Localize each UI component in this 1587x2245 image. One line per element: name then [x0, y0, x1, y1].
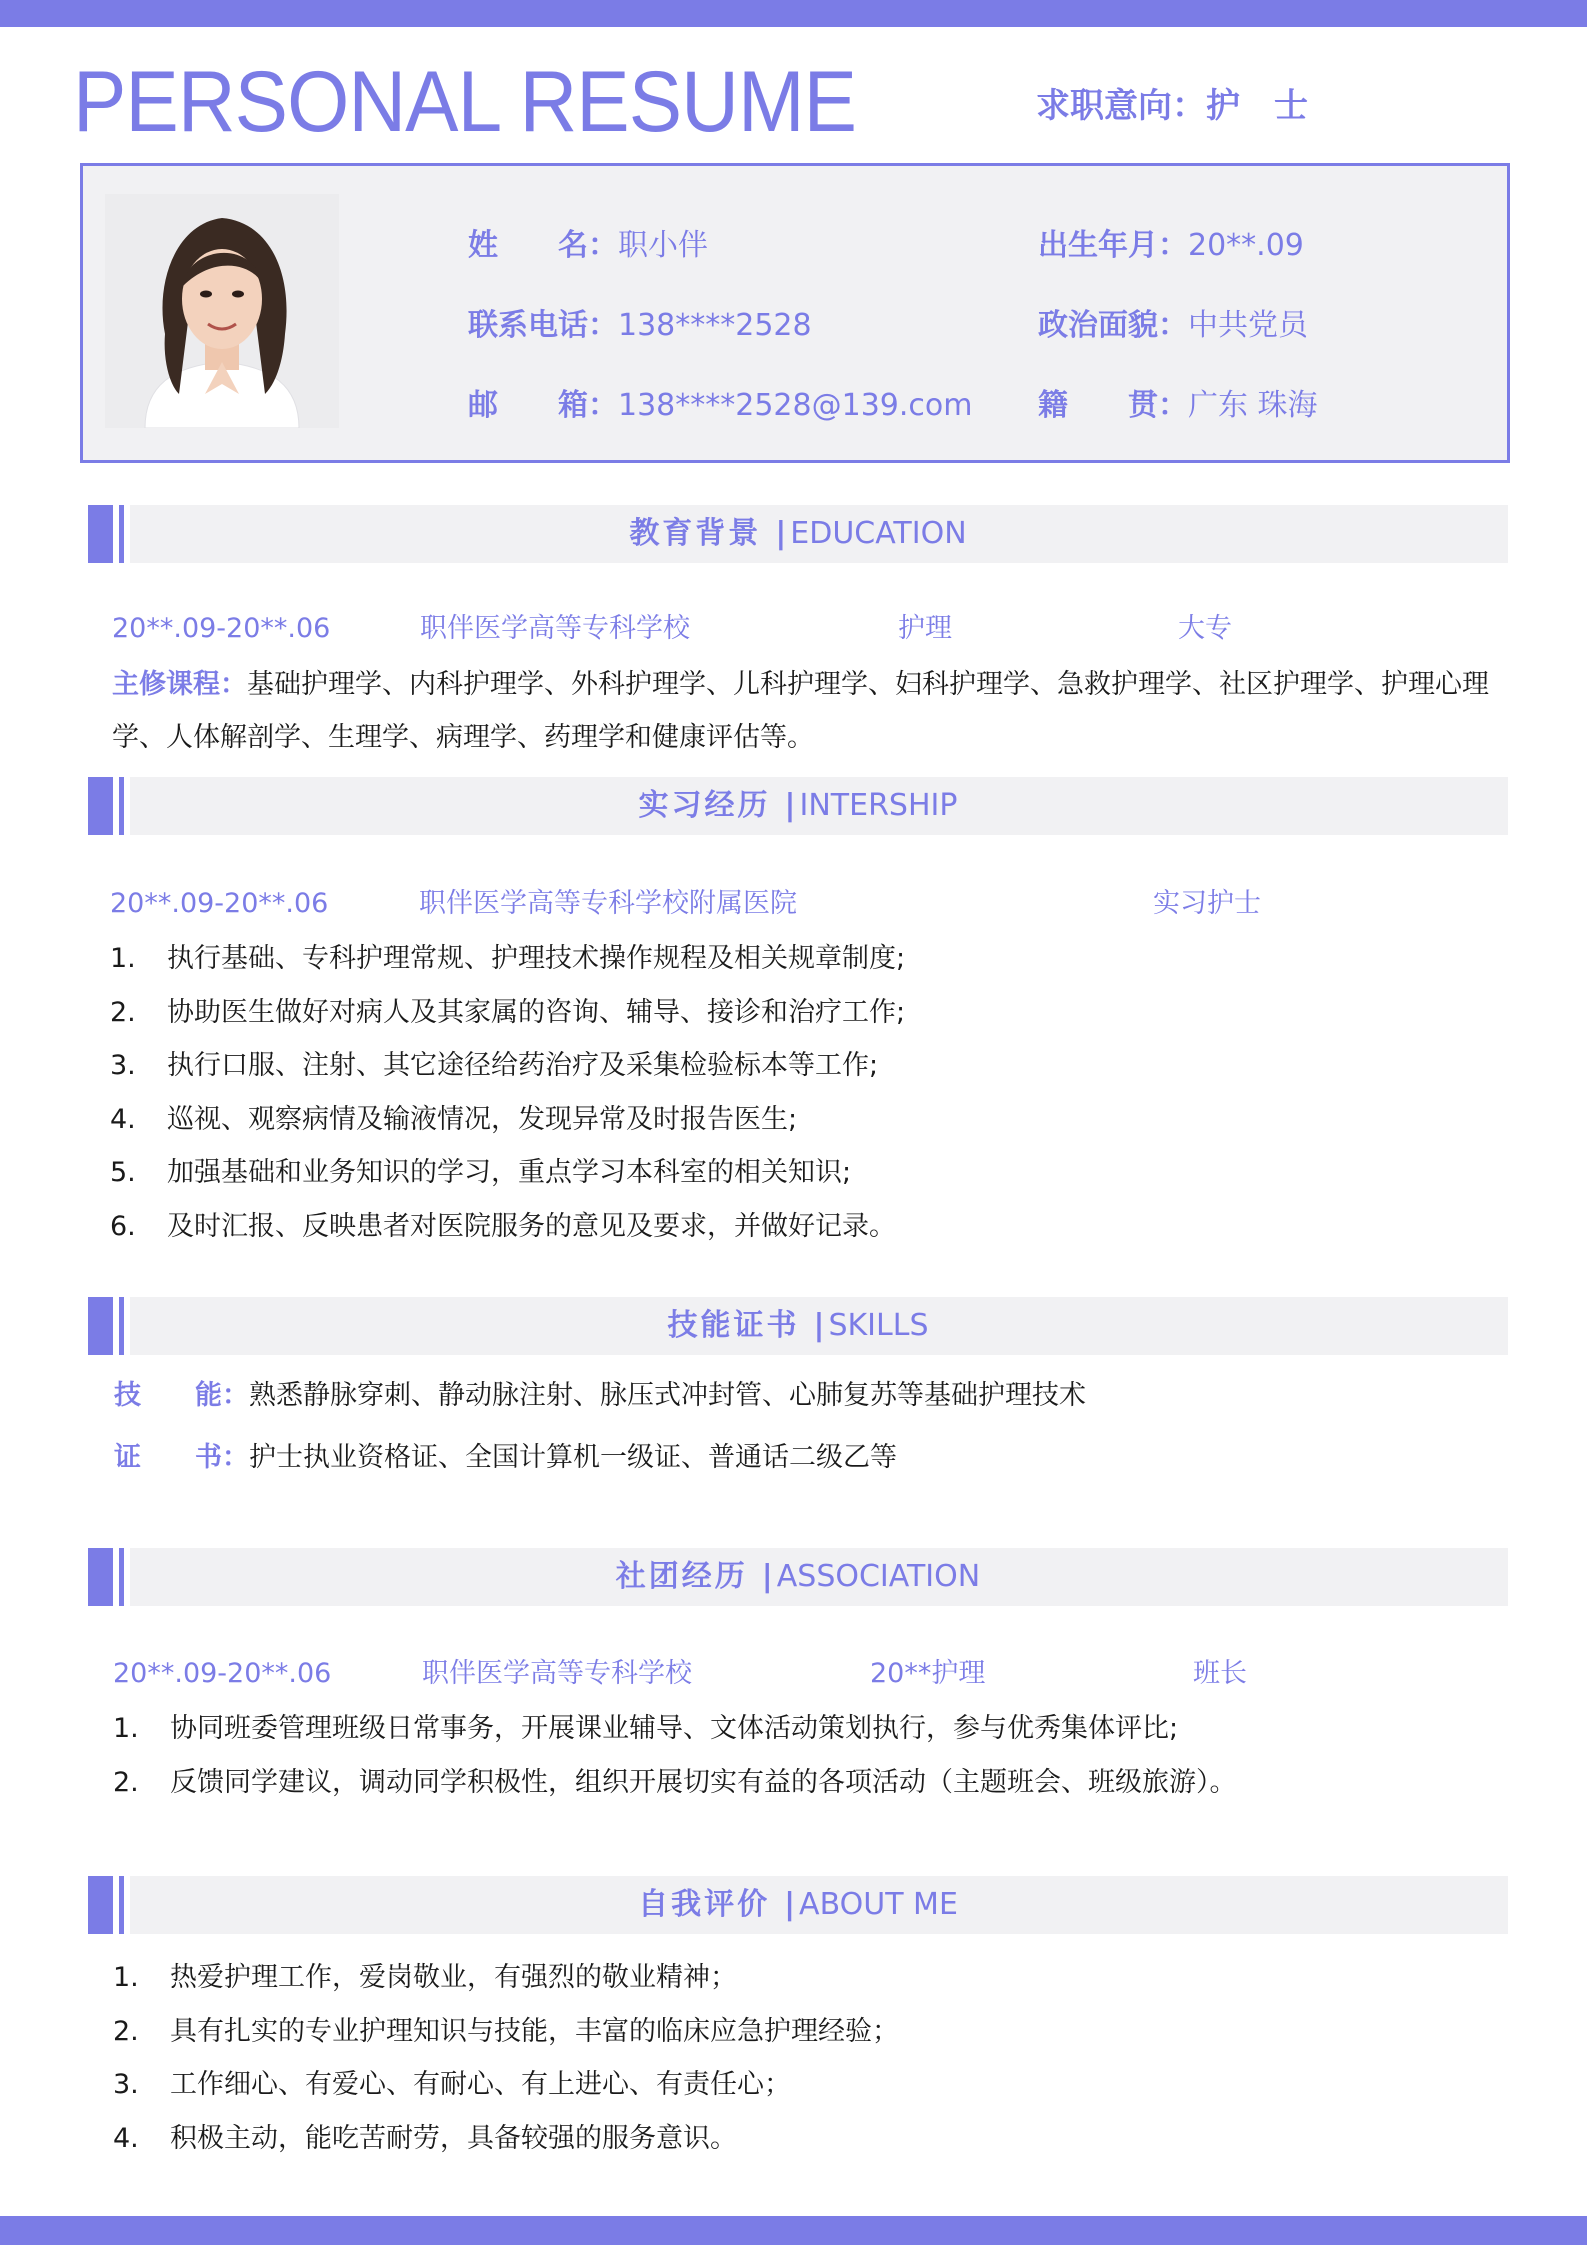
birth-value: 20**.09 [1188, 228, 1304, 263]
skill-text: 熟悉静脉穿刺、静动脉注射、脉压式冲封管、心肺复苏等基础护理技术 [249, 1380, 1086, 1411]
list-item: 2. 具有扎实的专业护理知识与技能，丰富的临床应急护理经验； [113, 2015, 899, 2047]
politics-label: 政治面貌： [1038, 308, 1188, 343]
section-title: 教育背景 | EDUCATION [629, 516, 967, 551]
email-label: 邮 箱： [468, 388, 618, 423]
courses-text: 基础护理学、内科护理学、外科护理学、儿科护理学、妇科护理学、急救护理学、社区护理学、护理心理学、人体解剖学、生理学、病理学、药理学和健康评估等。 [112, 669, 1489, 753]
section-association [88, 1548, 1508, 1606]
bottom-accent-bar [0, 2216, 1587, 2245]
list-item: 5. 加强基础和业务知识的学习，重点学习本科室的相关知识; [110, 1157, 852, 1188]
profile-box [80, 163, 1510, 463]
politics-row [1038, 306, 1308, 346]
phone-label: 联系电话： [468, 308, 618, 343]
education-courses [112, 658, 1492, 764]
skill-row [114, 1376, 1086, 1416]
section-title: 自我评价 | ABOUT ME [638, 1887, 958, 1922]
list-item: 1. 执行基础、专科护理常规、护理技术操作规程及相关规章制度; [110, 943, 906, 974]
list-item: 4. 巡视、观察病情及输液情况，发现异常及时报告医生; [110, 1103, 798, 1135]
internship-period: 20**.09-20**.06 [110, 888, 329, 919]
name-row [468, 226, 708, 266]
list-item: 3. 工作细心、有爱心、有耐心、有上进心、有责任心； [113, 2069, 791, 2100]
phone-row [468, 306, 812, 346]
internship-org: 职伴医学高等专科学校附属医院 [419, 888, 797, 919]
email-row [468, 386, 972, 426]
phone-value: 138****2528 [618, 308, 812, 343]
resume-title: PERSONAL RESUME [73, 54, 857, 150]
education-meta [112, 611, 1512, 647]
cert-row [114, 1438, 897, 1478]
list-item: 2. 协助医生做好对病人及其家属的咨询、辅导、接诊和治疗工作; [110, 996, 906, 1028]
association-group: 20**护理 [870, 1658, 986, 1689]
education-major: 护理 [898, 613, 952, 644]
list-item: 6. 及时汇报、反映患者对医院服务的意见及要求，并做好记录。 [110, 1210, 896, 1242]
cert-text: 护士执业资格证、全国计算机一级证、普通话二级乙等 [249, 1442, 897, 1473]
portrait-image [105, 194, 339, 428]
cert-label: 证 书： [114, 1442, 249, 1473]
education-degree: 大专 [1178, 613, 1232, 644]
list-item: 1. 协同班委管理班级日常事务，开展课业辅导、文体活动策划执行，参与优秀集体评比; [113, 1713, 1179, 1744]
association-meta [113, 1656, 1513, 1692]
hometown-value: 广东 珠海 [1188, 388, 1318, 423]
section-title: 社团经历 | ASSOCIATION [615, 1559, 981, 1594]
hometown-row [1038, 386, 1318, 426]
about-list [113, 1951, 1493, 2165]
profile-photo [105, 194, 339, 428]
hometown-label: 籍 贯： [1038, 388, 1188, 423]
association-role: 班长 [1193, 1658, 1247, 1689]
job-intent: 求职意向：护 士 [1036, 86, 1308, 126]
email-value: 138****2528@139.com [618, 388, 973, 423]
top-accent-bar [0, 0, 1587, 27]
list-item: 4. 积极主动，能吃苦耐劳，具备较强的服务意识。 [113, 2122, 737, 2154]
education-school: 职伴医学高等专科学校 [420, 613, 690, 644]
section-about [88, 1876, 1508, 1934]
section-title: 实习经历 | INTERSHIP [638, 788, 958, 823]
name-value: 职小伴 [618, 228, 708, 263]
skill-label: 技 能： [114, 1380, 249, 1411]
association-list [113, 1702, 1493, 1809]
internship-list [110, 932, 1490, 1253]
courses-label: 主修课程： [112, 669, 247, 700]
section-education [88, 505, 1508, 563]
education-period: 20**.09-20**.06 [112, 613, 331, 644]
birth-label: 出生年月： [1038, 228, 1188, 263]
association-period: 20**.09-20**.06 [113, 1658, 332, 1689]
politics-value: 中共党员 [1188, 308, 1308, 343]
internship-meta [110, 886, 1510, 922]
name-label: 姓 名： [468, 228, 618, 263]
section-internship [88, 777, 1508, 835]
section-title: 技能证书 | SKILLS [667, 1308, 929, 1343]
internship-role: 实习护士 [1153, 888, 1261, 919]
list-item: 3. 执行口服、注射、其它途径给药治疗及采集检验标本等工作; [110, 1050, 879, 1081]
list-item: 2. 反馈同学建议，调动同学积极性，组织开展切实有益的各项活动（主题班会、班级旅游）。 [113, 1766, 1237, 1798]
section-skills [88, 1297, 1508, 1355]
association-org: 职伴医学高等专科学校 [422, 1658, 692, 1689]
list-item: 1. 热爱护理工作，爱岗敬业，有强烈的敬业精神； [113, 1962, 737, 1993]
birth-row [1038, 226, 1304, 266]
